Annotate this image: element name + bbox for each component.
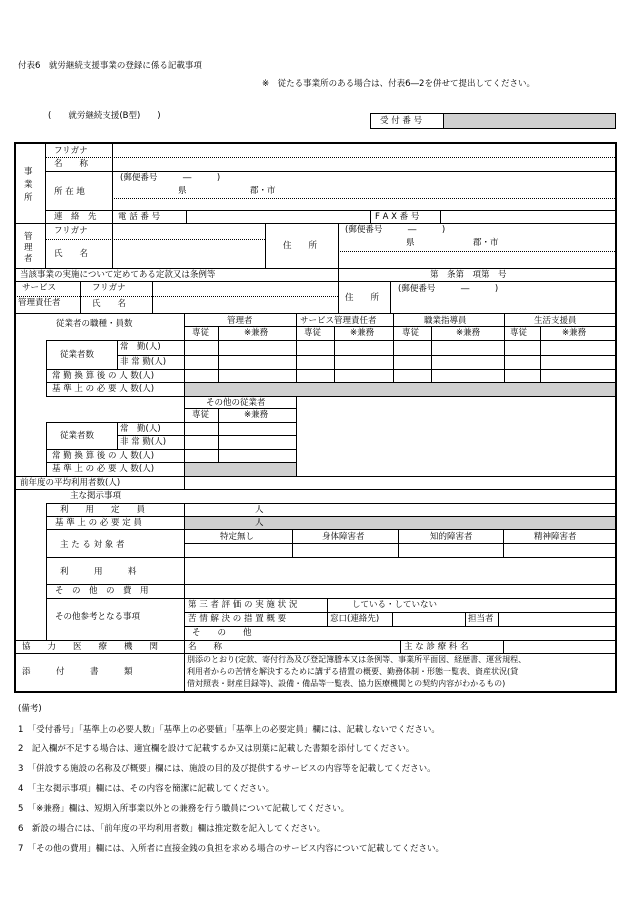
service-manager-name-label: 氏 名 — [92, 299, 127, 309]
req-capacity-unit: 人 — [255, 518, 264, 528]
medical-name-label: 名 称 — [188, 642, 223, 652]
staff-col-service-manager: サービス管理責任者 — [300, 316, 377, 326]
note-7: 7 「その他の費用」欄には、入所者に直接金銭の負担を求める場合のサービス内容について記載してください。 — [18, 844, 444, 854]
target-none: 特定無し — [220, 532, 255, 542]
service-manager-postal: (郵便番号 ― ) — [398, 284, 499, 294]
full-3: 専従 — [402, 328, 420, 338]
office-contact-label: 連 絡 先 — [54, 212, 97, 222]
full-2: 専従 — [304, 328, 322, 338]
manager-pref: 県 — [406, 238, 415, 248]
note-3: 3 「併設する施設の名称及び概要」欄には、施設の目的及び提供するサービスの内容等を記載してください。 — [18, 764, 436, 774]
other-count-label: 従業者数 — [60, 431, 95, 441]
service-manager-label2: 管理責任者 — [18, 298, 61, 308]
other-converted-label: 常 勤 換 算 後 の 人 数(人) — [52, 451, 155, 461]
office-address-label: 所 在 地 — [54, 187, 85, 197]
concurrent-1: ※兼務 — [244, 328, 269, 338]
others-label: そ の 他 — [192, 628, 252, 638]
office-pref: 県 — [178, 186, 187, 196]
office-phone-label: 電 話 番 号 — [118, 212, 161, 222]
staff-col-manager: 管理者 — [227, 316, 253, 326]
attach-text-2: 利用者からの苦情を解決するために講ずる措置の概要、勤務体制・形態一覧表、資産状況(貸 — [187, 667, 519, 676]
notes-title: (備考) — [18, 704, 42, 714]
fee-label: 利 用 料 — [60, 567, 137, 577]
regulation-value: 第 条第 項第 号 — [430, 270, 507, 280]
full-4: 専従 — [510, 328, 528, 338]
service-manager-label1: サービス — [22, 283, 57, 293]
req-capacity-label: 基 準 上 の 必 要 定 員 — [55, 518, 142, 528]
staff-count-label: 従業者数 — [60, 350, 95, 360]
manager-address-label: 住 所 — [283, 241, 318, 251]
note-2: 2 記入欄が不足する場合は、適宜欄を設けて記載するか又は別葉に記載した書類を添付してください。 — [18, 744, 415, 754]
office-furigana-label: フリガナ — [54, 146, 88, 156]
parttime-label: 非 常 勤(人) — [120, 357, 167, 367]
full-1: 専従 — [192, 328, 210, 338]
note-6: 6 新設の場合には、「前年度の平均利用者数」欄は推定数を記入してください。 — [18, 824, 326, 834]
fulltime-label: 常 勤(人) — [120, 342, 161, 352]
note-4: 4 「主な掲示事項」欄には、その内容を簡潔に記載してください。 — [18, 784, 275, 794]
manager-section: 管理者 — [24, 232, 33, 264]
note-1: 1 「受付番号」「基準上の必要人数」「基準上の必要値」「基準上の必要定員」欄には、記載しないでください。 — [18, 725, 440, 735]
main-title: 主な掲示事項 — [70, 491, 122, 501]
receipt-number-label: 受 付 番 号 — [380, 116, 423, 126]
target-label: 主 た る 対 象 者 — [60, 540, 125, 550]
manager-furigana-label: フリガナ — [54, 226, 88, 236]
other-fulltime-label: 常 勤(人) — [120, 424, 161, 434]
manager-name-label: 氏 名 — [54, 249, 89, 259]
complaint-label: 苦 情 解 決 の 措 置 概 要 — [188, 614, 287, 624]
office-section: 事業所 — [24, 167, 33, 203]
other-staff-label: その他の従業者 — [206, 398, 266, 408]
office-fax-label: F A X 番 号 — [375, 212, 420, 222]
staff-col-life-support: 生活支援員 — [534, 316, 577, 326]
manager-city: 郡・市 — [473, 238, 499, 248]
staff-col-vocational: 職業指導員 — [424, 316, 467, 326]
office-name-label: 名 称 — [54, 159, 89, 169]
other-required-label: 基 準 上 の 必 要 人 数(人) — [52, 464, 155, 474]
attach-text-1: 別添のとおり(定款、寄付行為及び登記簿謄本又は条例等、事業所平面図、経歴書、運営規程、 — [187, 655, 527, 664]
office-city: 郡・市 — [250, 186, 276, 196]
capacity-label: 利 用 定 員 — [60, 505, 146, 515]
other-parttime-label: 非 常 勤(人) — [120, 437, 167, 447]
medical-label: 協 力 医 療 機 関 — [22, 642, 159, 652]
manager-postal: (郵便番号 ― ) — [345, 225, 446, 235]
attach-label: 添 付 書 類 — [22, 667, 133, 677]
office-postal: (郵便番号 ― ) — [120, 173, 221, 183]
reference-label: その他参考となる事項 — [55, 612, 141, 622]
concurrent-5: ※兼務 — [244, 410, 269, 420]
service-manager-address-label: 住 所 — [345, 293, 380, 303]
target-mental: 精神障害者 — [534, 532, 577, 542]
target-physical: 身体障害者 — [322, 532, 365, 542]
concurrent-2: ※兼務 — [350, 328, 375, 338]
staff-title: 従業者の職種・員数 — [56, 319, 133, 329]
concurrent-3: ※兼務 — [456, 328, 481, 338]
capacity-unit: 人 — [255, 505, 264, 515]
full-5: 専従 — [192, 410, 210, 420]
service-type: ( 就労継続支援(B型) ) — [48, 111, 161, 121]
converted-label: 常 勤 換 算 後 の 人 数(人) — [52, 371, 155, 381]
attach-text-3: 借対照表・財産目録等)、設備・備品等一覧表、協力医療機関との契約内容がわかるもの) — [187, 679, 506, 688]
concurrent-4: ※兼務 — [562, 328, 587, 338]
form-title: 付表6 就労継続支援事業の登録に係る記載事項 — [18, 61, 202, 71]
in-charge-label: 担当者 — [468, 614, 494, 624]
regulation-label: 当該事業の実施について定めてある定款又は条例等 — [20, 270, 216, 280]
third-party-value: している・していない — [352, 600, 438, 610]
avg-users-label: 前年度の平均利用者数(人) — [20, 478, 121, 488]
required-label: 基 準 上 の 必 要 人 数(人) — [52, 384, 155, 394]
target-intellectual: 知的障害者 — [430, 532, 473, 542]
note-5: 5 「※兼務」欄は、短期入所事業以外との兼務を行う職員について記載してください。 — [18, 804, 350, 814]
third-party-label: 第 三 者 評 価 の 実 施 状 況 — [188, 600, 298, 610]
form-note: ※ 従たる事業所のある場合は、付表6―2を併せて提出してください。 — [262, 79, 535, 89]
medical-dept-label: 主 な 診 療 科 名 — [404, 642, 469, 652]
window-label: 窓口(連絡先) — [330, 614, 380, 624]
other-fee-label: そ の 他 の 費 用 — [55, 586, 149, 596]
service-manager-furigana-label: フリガナ — [92, 283, 126, 293]
